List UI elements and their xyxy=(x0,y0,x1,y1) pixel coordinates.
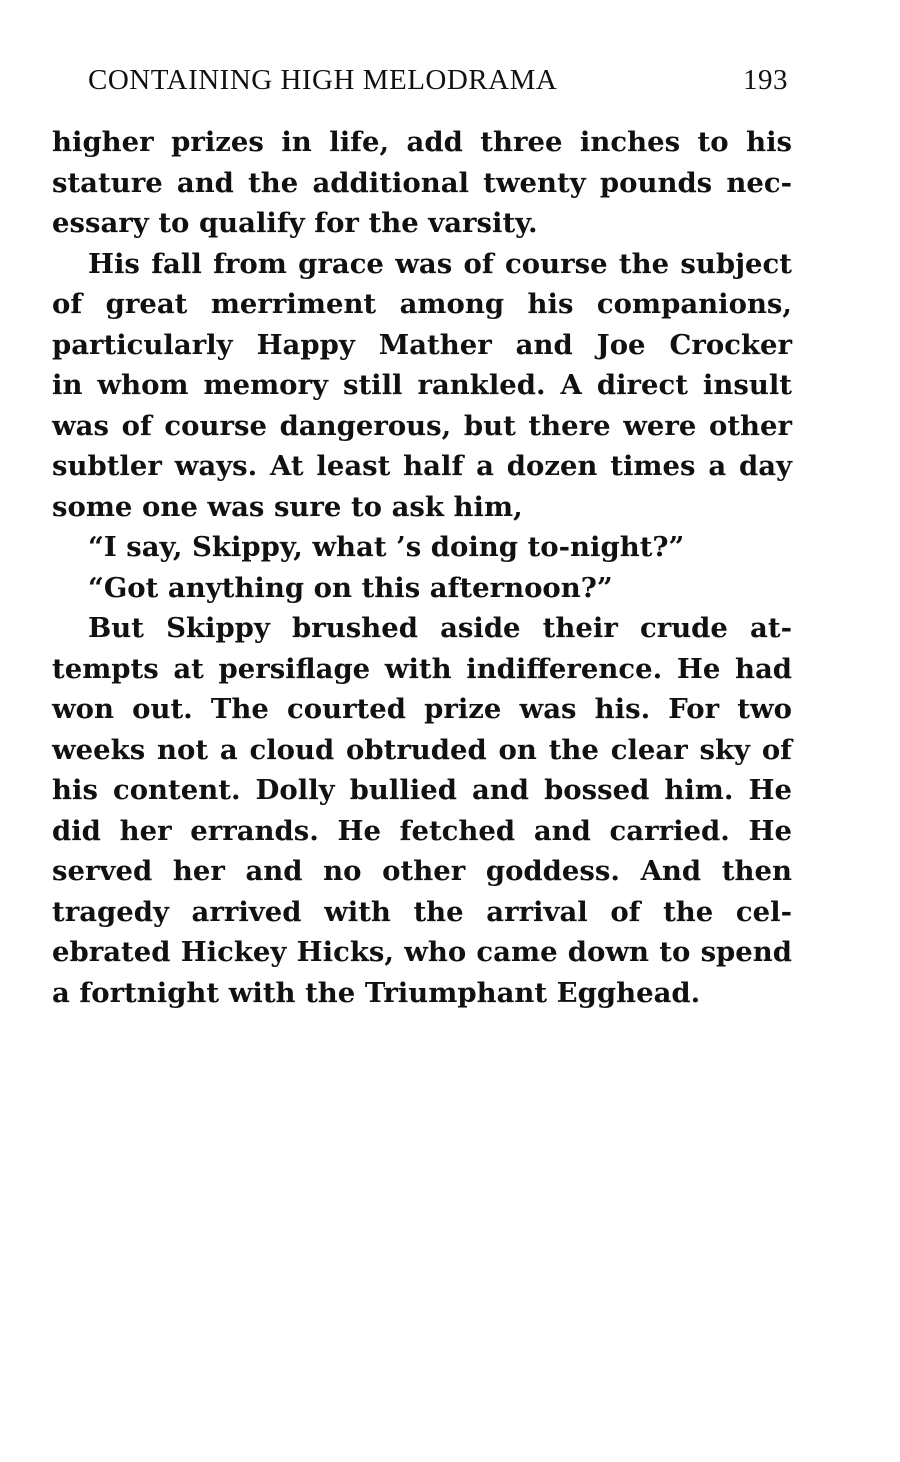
text-line: of great merriment among his companions, xyxy=(52,288,792,320)
text-line: higher prizes in life, add three inches to his xyxy=(52,126,792,158)
text-line: stature and the additional twenty pounds nec- xyxy=(52,166,792,199)
text-line: was of course dangerous, but there were other xyxy=(52,409,792,442)
text-line: tempts at persiflage with indifference. He had xyxy=(52,652,792,685)
text-line: in whom memory still rankled. A direct insult xyxy=(52,369,792,401)
running-title: CONTAINING HIGH MELODRAMA xyxy=(88,64,558,96)
text-line: particularly Happy Mather and Joe Crocker xyxy=(52,328,792,361)
paragraph-start-line: But Skippy brushed aside their crude at- xyxy=(88,612,792,644)
text-line: won out. The courted prize was his. For two xyxy=(52,693,792,725)
text-line: a fortnight with the Triumphant Egghead. xyxy=(52,976,701,1009)
text-line: his content. Dolly bullied and bossed him. He xyxy=(52,774,792,806)
text-line: tragedy arrived with the arrival of the cel- xyxy=(52,895,792,928)
text-line: ebrated Hickey Hicks, who came down to spend xyxy=(52,936,792,968)
text-line: subtler ways. At least half a dozen times a day xyxy=(52,450,792,482)
dialogue-line: “Got anything on this afternoon?” xyxy=(88,571,613,604)
paragraph-start-line: His fall from grace was of course the subject xyxy=(88,247,792,280)
page-number: 193 xyxy=(743,64,788,96)
text-line: essary to qualify for the varsity. xyxy=(52,207,538,239)
text-line: did her errands. He fetched and carried. He xyxy=(52,814,792,847)
text-line: some one was sure to ask him, xyxy=(52,490,523,523)
running-head xyxy=(52,58,792,102)
book-page xyxy=(52,58,792,1013)
body-text xyxy=(52,122,792,1013)
text-line: weeks not a cloud obtruded on the clear sky of xyxy=(52,733,792,766)
dialogue-line: “I say, Skippy, what ’s doing to-night?” xyxy=(88,531,685,563)
text-line: served her and no other goddess. And then xyxy=(52,855,792,887)
